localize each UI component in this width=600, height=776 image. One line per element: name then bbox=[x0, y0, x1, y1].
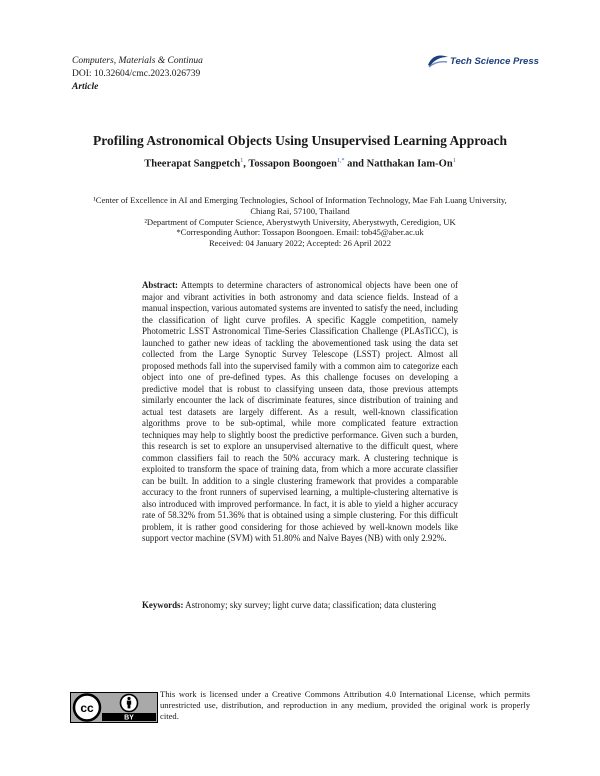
author-separator: and bbox=[344, 158, 367, 170]
author-affiliation-mark[interactable]: 1,* bbox=[336, 158, 345, 164]
author-name: Theerapat Sangpetch bbox=[144, 158, 241, 170]
affiliation-line: Chiang Rai, 57100, Thailand bbox=[250, 206, 350, 216]
corresponding-author: *Corresponding Author: Tossapon Boongoen. Email: tob45@aber.ac.uk bbox=[176, 227, 424, 237]
attribution-person-icon bbox=[121, 695, 138, 712]
author-name: Natthakan Iam-On bbox=[366, 158, 453, 170]
by-badge-text: BY bbox=[124, 714, 134, 722]
publisher-name: Tech Science Press bbox=[450, 56, 539, 67]
author-name: Tossapon Boongoen bbox=[248, 158, 337, 170]
paper-title: Profiling Astronomical Objects Using Unsupervised Learning Approach bbox=[92, 133, 508, 148]
abstract bbox=[142, 280, 458, 545]
article-type: Article bbox=[72, 82, 99, 92]
journal-name: Computers, Materials & Continua bbox=[72, 56, 203, 66]
license-notice: This work is licensed under a Creative Commons Attribution 4.0 International License, which permits unrestricted use, distribution, and reproduction in any medium, provided the original work is properly cited. bbox=[160, 689, 530, 721]
creative-commons-icon bbox=[74, 695, 100, 721]
affiliation-line: ²Department of Computer Science, Aberystwyth University, Aberystwyth, Ceredigion, UK bbox=[144, 217, 456, 227]
received-accepted-dates: Received: 04 January 2022; Accepted: 26 April 2022 bbox=[208, 238, 392, 248]
author-list bbox=[40, 158, 560, 170]
keywords-text: Astronomy; sky survey; light curve data; classification; data clustering bbox=[185, 600, 437, 610]
author-affiliation-mark[interactable]: 1 bbox=[452, 158, 456, 164]
author-separator: , bbox=[243, 158, 249, 170]
author-affiliation-mark[interactable]: 1 bbox=[240, 158, 244, 164]
publisher-logo bbox=[426, 53, 539, 69]
publisher-swoosh-icon bbox=[426, 53, 450, 69]
doi[interactable]: DOI: 10.32604/cmc.2023.026739 bbox=[72, 69, 201, 79]
keywords bbox=[142, 600, 458, 612]
keywords-label: Keywords: bbox=[142, 600, 184, 610]
affiliation-line: ¹Center of Excellence in AI and Emerging Technologies, School of Information Technology, Mae Fah Luang University, bbox=[93, 195, 507, 205]
abstract-text: Attempts to determine characters of astronomical objects have been one of major and vibrant activities in both astronomy and data science fields. Instead of a manual inspection, various automated systems are invented to satisfy the need, including the classification of light curve profiles. A specific Kaggle competition, namely Photometric LSST Astronomical Time-Series Classification Challenge (PLAsTiCC), is launched to gather new ideas of tackling the abovementioned task using the data set collected from the Large Synoptic Survey Telescope (LSST) project. Almost all proposed methods fall into the supervised family with a common aim to categorize each object into one of pre-defined types. As this challenge focuses on developing a predictive model that is robust to classifying unseen data, those previous attempts similarly encounter the lack of discriminate features, since distribution of training and actual test datasets are largely different. As a result, well-known classification algorithms prove to be sub-optimal, while more complicated feature extraction techniques may help to slightly boost the predictive performance. Given such a burden, this research is set to explore an unsupervised alternative to the difficult quest, where common classifiers fail to reach the 50% accuracy mark. A clustering technique is exploited to transform the space of training data, from which a more accurate classifier can be built. In addition to a single clustering framework that provides a comparable accuracy to the front runners of supervised learning, a multiple-clustering alternative is also introduced with improved performance. In fact, it is able to yield a higher accuracy rate of 58.32% from 51.36% that is obtained using a simple clustering. For this difficult problem, it is rather good considering for those achieved by well-known models like support vector machine (SVM) with 51.80% and Naïve Bayes (NB) with only 2.92%. bbox=[142, 280, 458, 543]
abstract-label: Abstract: bbox=[142, 280, 178, 290]
cc-badge-text: cc bbox=[80, 701, 94, 715]
cc-by-badge[interactable] bbox=[70, 692, 158, 723]
